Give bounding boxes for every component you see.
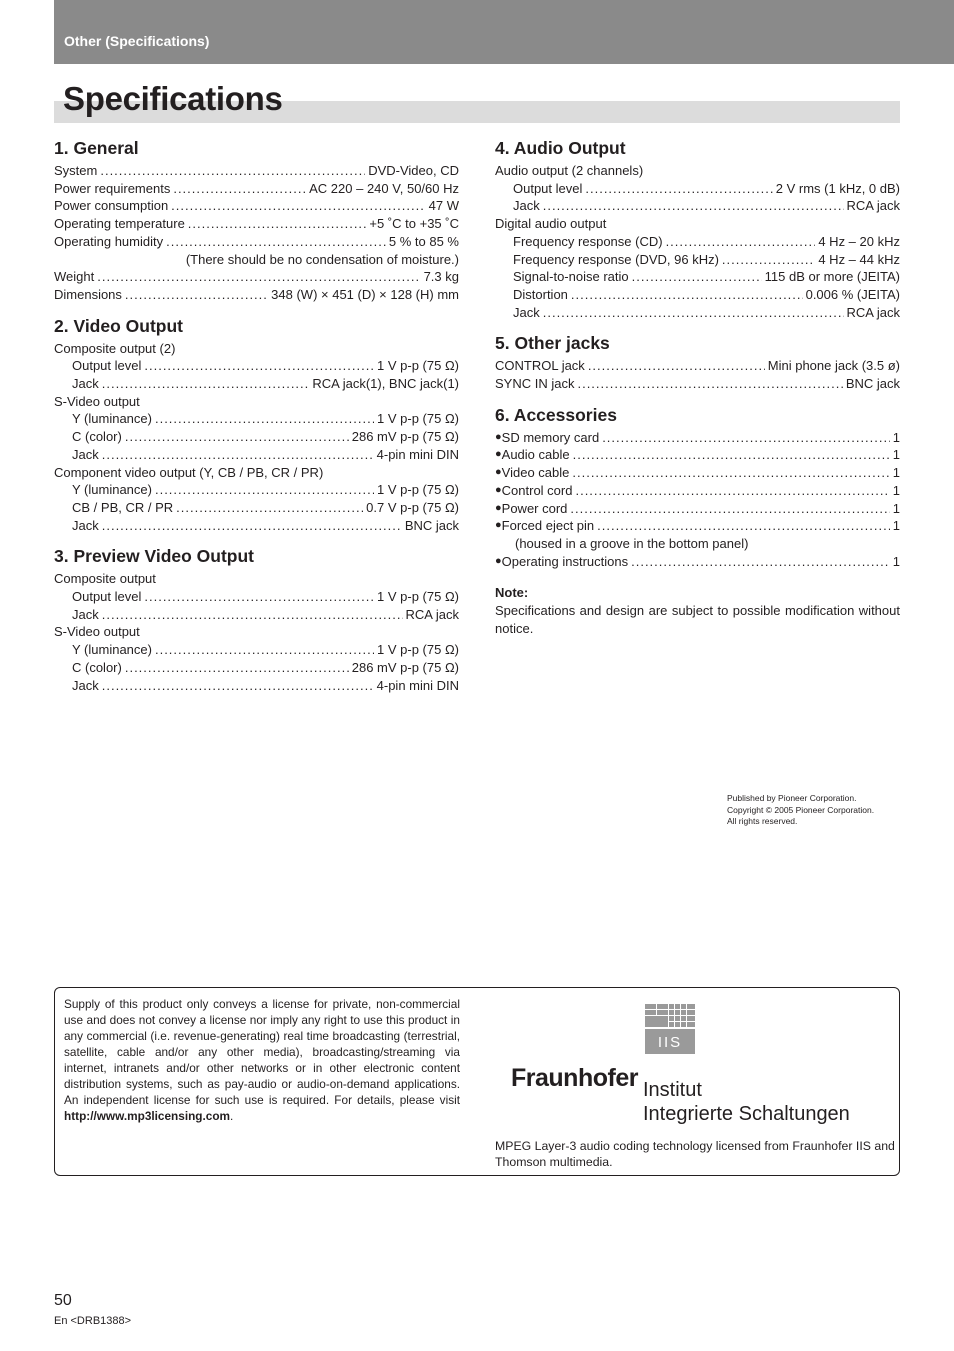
spec-row: Jack ..... RCA jack <box>54 606 459 624</box>
list-item: ● Power cord ..... 1 <box>495 500 900 518</box>
general-heading: 1. General <box>54 138 139 158</box>
spec-row: Jack ..... RCA jack <box>495 197 900 215</box>
document-code: En <DRB1388> <box>54 1315 132 1327</box>
bullet-icon: ● <box>495 554 502 567</box>
spec-row: Y (luminance) ..... 1 V p-p (75 Ω) <box>54 481 459 499</box>
preview-output-section <box>54 544 459 694</box>
preview-output-heading: 3. Preview Video Output <box>54 546 255 567</box>
accessories-section <box>495 403 900 571</box>
humidity-note: (There should be no condensation of moisture.) <box>185 251 459 267</box>
bullet-icon: ● <box>495 430 502 443</box>
spec-row: Signal-to-noise ratio ..... 115 dB or more (JEITA) <box>495 268 900 286</box>
license-box <box>54 987 900 1176</box>
spec-row: Output level ..... 1 V p-p (75 Ω) <box>54 588 459 606</box>
spec-row: Power consumption ..... 47 W <box>54 197 459 215</box>
spec-row: CONTROL jack ..... Mini phone jack (3.5 ø) <box>495 357 900 375</box>
bullet-icon: ● <box>495 519 502 532</box>
list-item: ● Audio cable ..... 1 <box>495 446 900 464</box>
rights-line: All rights reserved. <box>727 816 798 826</box>
copyright-line: Copyright © 2005 Pioneer Corporation. <box>727 804 875 815</box>
institut-subtitle: Integrierte Schaltungen <box>643 1103 850 1125</box>
digital-label: Digital audio output <box>495 216 607 232</box>
component-label: Component video output (Y, CB / PB, CR / PR) <box>54 464 324 480</box>
note-text: Specifications and design are subject to possible modification without notice. <box>495 603 900 637</box>
spec-row: Y (luminance) ..... 1 V p-p (75 Ω) <box>54 410 459 428</box>
spec-row: Operating humidity ..... 5 % to 85 % <box>54 233 459 251</box>
spec-row: Dimensions ..... 348 (W) × 451 (D) × 128 (H) mm <box>54 286 459 304</box>
spec-row: Jack ..... RCA jack <box>495 304 900 322</box>
list-item: ● Forced eject pin ..... 1 <box>495 517 900 535</box>
video-output-heading: 2. Video Output <box>54 315 183 336</box>
spec-row: Weight ..... 7.3 kg <box>54 268 459 286</box>
spec-row: Frequency response (DVD, 96 kHz) ..... 4 Hz – 44 kHz <box>495 251 900 269</box>
accessories-heading: 6. Accessories <box>495 404 617 425</box>
forced-eject-note: (housed in a groove in the bottom panel) <box>515 535 749 551</box>
spec-row: System ..... DVD-Video, CD <box>54 162 459 180</box>
license-link[interactable]: http://www.mp3licensing.com <box>64 1109 231 1123</box>
publisher-info <box>727 793 874 828</box>
spec-row: Jack ..... BNC jack <box>54 517 459 535</box>
section-label: Other (Specifications) <box>64 33 210 49</box>
bullet-icon: ● <box>495 501 502 514</box>
note-heading: Note: <box>495 585 529 601</box>
iis-logo-icon <box>645 1004 695 1054</box>
page-number: 50 <box>54 1292 72 1309</box>
spec-row: Frequency response (CD) ..... 4 Hz – 20 kHz <box>495 233 900 251</box>
spec-row: Y (luminance) ..... 1 V p-p (75 Ω) <box>54 641 459 659</box>
audio-output-section <box>495 136 900 321</box>
svideo-label: S-Video output <box>54 393 140 409</box>
left-column <box>54 136 459 704</box>
fraunhofer-logo-text: Fraunhofer <box>511 1064 638 1092</box>
license-text: Supply of this product only conveys a license for private, non-commercial use and does not convey a license nor imply any right to use this product in any commercial (i.e. revenue-generating) real time broadcasting (terrestrial, satellite, cable and/or any other media), broadcasting/streaming via internet, intranets and/or other networks or in other electronic content distribution systems, such as pay-audio or audio-on-demand applications. An independent license for such use is required. For details, please visit http://www.mp3licensing.com. <box>64 997 460 1123</box>
spec-row: SYNC IN jack ..... BNC jack <box>495 375 900 393</box>
right-column <box>495 136 900 638</box>
institut-text: Institut <box>643 1079 702 1101</box>
iis-logo-text: IIS <box>657 1034 683 1051</box>
spec-row: Output level ..... 1 V p-p (75 Ω) <box>54 357 459 375</box>
bullet-icon: ● <box>495 466 502 479</box>
spec-row: C (color) ..... 286 mV p-p (75 Ω) <box>54 659 459 677</box>
spec-row: Jack ..... 4-pin mini DIN <box>54 446 459 464</box>
spec-row: Operating temperature ..... +5 ˚C to +35 ˚C <box>54 215 459 233</box>
spec-row: Distortion ..... 0.006 % (JEITA) <box>495 286 900 304</box>
spec-row: Output level ..... 2 V rms (1 kHz, 0 dB) <box>495 180 900 198</box>
spec-row: Jack ..... RCA jack(1), BNC jack(1) <box>54 375 459 393</box>
composite-label: Composite output (2) <box>54 340 176 356</box>
bullet-icon: ● <box>495 483 502 496</box>
video-output-section <box>54 314 459 535</box>
mpeg-license-text: MPEG Layer-3 audio coding technology licensed from Fraunhofer IIS and Thomson multimedia. <box>495 1139 895 1169</box>
spec-row: Jack ..... 4-pin mini DIN <box>54 677 459 695</box>
spec-row: CB / PB, CR / PR ..... 0.7 V p-p (75 Ω) <box>54 499 459 517</box>
list-item: ● Video cable ..... 1 <box>495 464 900 482</box>
svideo-label: S-Video output <box>54 624 140 640</box>
bullet-icon: ● <box>495 448 502 461</box>
analog-label: Audio output (2 channels) <box>495 163 644 178</box>
spec-row: Power requirements ..... AC 220 – 240 V, 50/60 Hz <box>54 180 459 198</box>
composite-label: Composite output <box>54 571 156 587</box>
audio-output-heading: 4. Audio Output <box>495 138 626 158</box>
page-title: Specifications <box>63 80 283 117</box>
list-item: ● Operating instructions ..... 1 <box>495 553 900 571</box>
list-item: ● Control cord ..... 1 <box>495 482 900 500</box>
list-item: ● SD memory card ..... 1 <box>495 429 900 447</box>
publisher-line: Published by Pioneer Corporation. <box>727 793 857 803</box>
spec-row: C (color) ..... 286 mV p-p (75 Ω) <box>54 428 459 446</box>
header-bar <box>54 0 954 64</box>
other-jacks-section <box>495 331 900 392</box>
general-section <box>54 136 459 304</box>
other-jacks-heading: 5. Other jacks <box>495 333 610 354</box>
